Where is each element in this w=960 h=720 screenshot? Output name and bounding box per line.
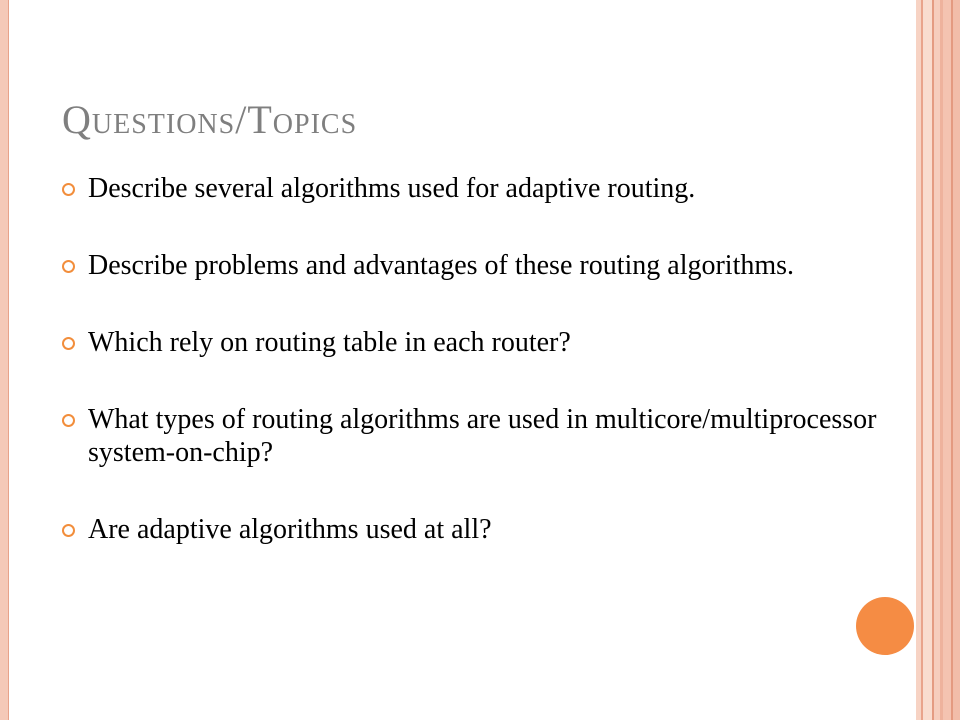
bullet-item [62,403,882,469]
ring-bullet-icon [62,414,75,427]
right-stripe-3 [923,0,932,720]
bullet-text: Are adaptive algorithms used at all? [88,514,492,545]
bullet-item [62,513,882,546]
decorative-orange-circle [856,597,914,655]
right-stripe-7 [943,0,951,720]
bullet-text: Describe several algorithms used for adaptive routing. [88,173,696,204]
ring-bullet-icon [62,260,75,273]
slide-title: Questions/Topics [62,97,358,142]
ring-bullet-icon [62,183,75,196]
left-border-stripe [0,0,8,720]
bullet-text: Describe problems and advantages of these routing algorithms. [88,250,795,281]
bullet-text: What types of routing algorithms are used in multicore/multiprocessor system-on-chip? [88,404,877,468]
bullet-item [62,326,882,359]
bullet-item [62,249,882,282]
ring-bullet-icon [62,524,75,537]
bullet-item [62,172,882,205]
right-border-stripes [916,0,960,720]
bullet-list [62,172,882,590]
ring-bullet-icon [62,337,75,350]
right-stripe-9 [953,0,960,720]
bullet-text: Which rely on routing table in each router? [88,327,571,358]
